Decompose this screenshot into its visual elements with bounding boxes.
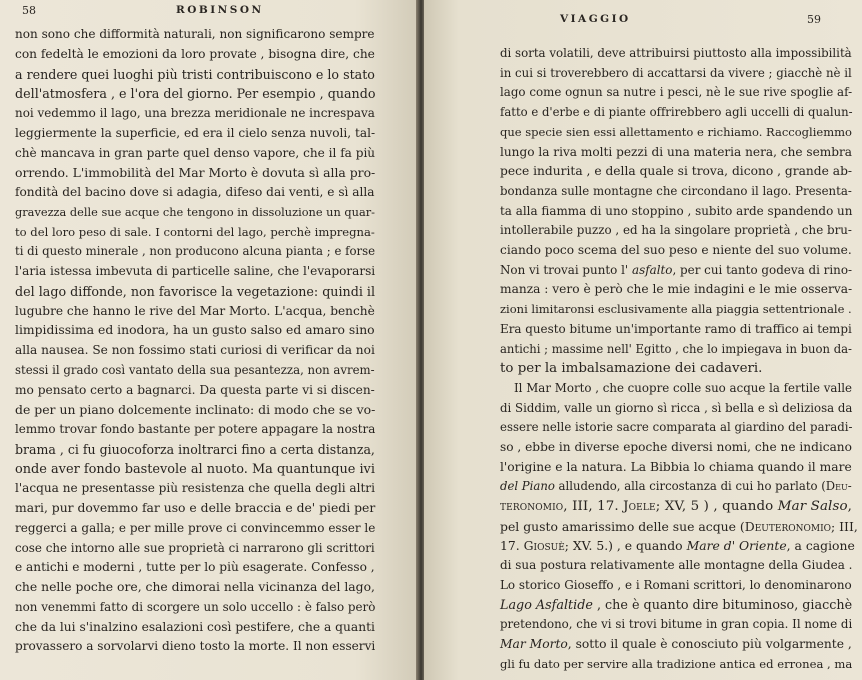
text-run: pece indurita , e della quale si trova, dicono , grande ab- [500, 164, 853, 179]
text-line: orrendo. L'immobilità del Mar Morto è dovuta sì alla pro- [15, 165, 376, 181]
text-run: di Siddim, valle un giorno sì ricca , sì bella e sì deliziosa da [500, 400, 853, 415]
text-run: , a cagione [786, 538, 855, 553]
text-line: provassero a sorvolarvi dieno tosto la morte. Il non esservi [15, 639, 376, 654]
text-line: mari, pur dovemmo far uso e delle braccia e de' piedi per [15, 501, 376, 515]
small-caps-text: Giosuè [523, 538, 565, 553]
text-run: bondanza sulle montagne che circondano il lago. Presenta- [500, 183, 852, 198]
text-run: di sorta volatili, deve attribuirsi piuttosto alla impossibilità [500, 46, 852, 60]
italic-text: del Piano [500, 479, 555, 494]
text-run: antichi ; massime nell' Egitto , che lo impiegava in buon da- [500, 341, 852, 356]
text-run: ciando poco scema del suo peso e niente del suo volume. [500, 243, 852, 257]
text-line: chè mancava in gran parte quel denso vapore, che il fa più [15, 145, 376, 160]
text-run: l'origine e la natura. La Bibbia lo chiama quando il mare [500, 459, 852, 474]
text-run: lago come ognun sa nutre i pesci, nè le sue rive spoglie af- [500, 85, 853, 100]
text-line: che nelle poche ore, che dimorai nella vicinanza del lago, [15, 580, 375, 594]
right-page-number: 59 [807, 13, 821, 26]
text-line: reggerci a galla; e per mille prove ci convincemmo esser le [15, 520, 376, 535]
text-line: onde aver fondo bastevole al nuoto. Ma quantunque ivi [15, 461, 375, 477]
text-line: lugubre che hanno le rive del Mar Morto. L'acqua, benchè [15, 303, 375, 318]
text-run: lungo la riva molti pezzi di una materia nera, che sembra [500, 144, 853, 159]
text-line: stessi il grado così vantato della sua pesantezza, non avrem- [15, 362, 375, 377]
italic-text: Mar Salso [777, 499, 848, 515]
text-line: l'acqua ne presentasse più resistenza che quella degli altri [15, 481, 375, 496]
text-run: , che è quanto dire bituminoso, giacchè [592, 597, 853, 613]
text-line: del lago diffonde, non favorisce la vegetazione: quindi il [15, 283, 376, 299]
italic-text: Lago Asfaltide [500, 597, 593, 613]
left-running-head: ROBINSON [176, 4, 264, 16]
text-run: Il Mar Morto , che cuopre colle suo acque la fertile valle [514, 380, 853, 395]
text-line: cose che intorno alle sue proprietà ci narrarono gli scrittori [15, 540, 375, 555]
text-line: ti di questo minerale , non producono alcuna pianta ; e forse [15, 244, 376, 259]
left-page-header [0, 4, 418, 18]
text-line: alla nausea. Se non fossimo stati curiosi di verificar da noi [15, 343, 375, 357]
text-line: lemmo trovar fondo bastante per potere appagare la nostra [15, 422, 376, 436]
text-run: so , ebbe in diverse epoche diversi nomi, che ne indicano [500, 440, 852, 454]
text-line: e antichi e moderni , tutte per lo più esagerate. Confesso , [15, 560, 375, 575]
text-line: con fedeltà le emozioni da loro provate , bisogna dire, che [15, 46, 375, 61]
text-run: alludendo, alla circostanza di cui ho parlato ( [554, 479, 826, 494]
text-line [500, 653, 852, 676]
text-line: mo pensato certo a bagnarci. Da questa parte vi si discen- [15, 382, 375, 397]
small-caps-text: Deu- [825, 479, 852, 494]
text-line: l'aria istessa imbevuta di particelle saline, che l'evaporarsi [15, 264, 376, 278]
small-caps-text: Joele [623, 499, 656, 515]
text-line: gravezza delle sue acque che tengono in dissoluzione un quar- [15, 204, 375, 219]
text-run: gli fu dato per servire alla tradizione antica ed erronea , ma [500, 656, 853, 671]
text-run: , III, 17. [563, 499, 624, 515]
text-run: di sua postura relativamente alle montagne della Giudea . [500, 558, 853, 573]
text-run: Lo storico Gioseffo , e i Romani scrittori, lo denominarono [500, 577, 852, 592]
right-page [424, 0, 862, 680]
text-run: pel gusto amarissimo delle sue acque ( [500, 518, 745, 534]
text-run: essere nelle istorie sacre comparata al giardino del paradi- [500, 420, 853, 435]
text-run: ; XV, 5 ) , quando [655, 499, 778, 515]
left-page-number: 58 [22, 4, 36, 17]
right-page-header [424, 4, 862, 26]
italic-text: Mar Morto [500, 637, 568, 651]
right-running-head: VIAGGIO [560, 13, 631, 25]
text-run: manza : vero è però che le mie indagini e le mie osserva- [500, 282, 853, 297]
text-run: , per cui tanto godeva di rino- [672, 262, 853, 277]
text-line: non venemmi fatto di scorgere un solo uccello : è falso però [15, 599, 376, 614]
text-line: leggiermente la superficie, ed era il cielo senza nuvoli, tal- [15, 125, 376, 140]
text-line: to del loro peso di sale. I contorni del lago, perchè impregna- [15, 224, 375, 239]
italic-text: Mare d' Oriente [686, 538, 787, 553]
text-run: to per la imbalsamazione dei cadaveri. [500, 361, 763, 377]
text-line: limpidissima ed inodora, ha un gusto salso ed amaro sino [15, 323, 375, 338]
text-run: Non vi trovai punto l' [500, 262, 632, 277]
text-run: Era questo bitume un'importante ramo di traffico ai tempi [500, 321, 852, 336]
text-line: a rendere quei luoghi più tristi contribuiscono e lo stato [15, 66, 375, 82]
text-line: brama , ci fu giuocoforza inoltrarci fino a certa distanza, [15, 441, 375, 457]
text-run: , sotto il quale è conosciuto più volgarmente , [567, 637, 852, 651]
text-line: de per un piano dolcemente inclinato: di modo che se vo- [15, 402, 376, 418]
small-caps-text: teronomio [500, 499, 564, 515]
text-line: fondità del bacino dove si adagia, difeso dai venti, e sì alla [15, 185, 375, 199]
text-run: ; XV. 5.) , e quando [564, 538, 687, 553]
text-line: dell'atmosfera , e l'ora del giorno. Per esempio , quando [15, 86, 376, 102]
text-run: 17. [500, 538, 524, 553]
small-caps-text: Deuteronomio [744, 518, 832, 534]
text-run: ; III, [831, 518, 858, 534]
text-line: non sono che difformità naturali, non significarono sempre [15, 27, 375, 41]
text-line: noi vedemmo il lago, una brezza meridionale ne increspava [15, 106, 375, 120]
text-run: , [847, 499, 853, 515]
text-run: ta alla fiamma di uno stoppino , subito arde spandendo un [500, 203, 853, 218]
text-run: in cui si troverebbero di accattarsi da vivere ; giacchè nè il [500, 65, 852, 80]
text-run: pretendono, che vi si trovi bitume in gran copia. Il nome di [500, 617, 853, 632]
text-run: fatto e d'erbe e di piante offrirebbero agli uccelli di qualun- [500, 105, 853, 120]
text-line: che da lui s'inalzino esalazioni così pestifere, che a quanti [15, 619, 375, 634]
text-run: que specie sien essi allettamento e richiamo. Raccogliemmo [500, 124, 852, 139]
text-run: intollerabile puzzo , ed ha la singolare proprietà , che bru- [500, 223, 852, 238]
left-page [0, 0, 418, 680]
italic-text: asfalto [631, 262, 673, 277]
text-run: zioni limitaronsi esclusivamente alla piaggia settentrionale . [500, 302, 852, 317]
